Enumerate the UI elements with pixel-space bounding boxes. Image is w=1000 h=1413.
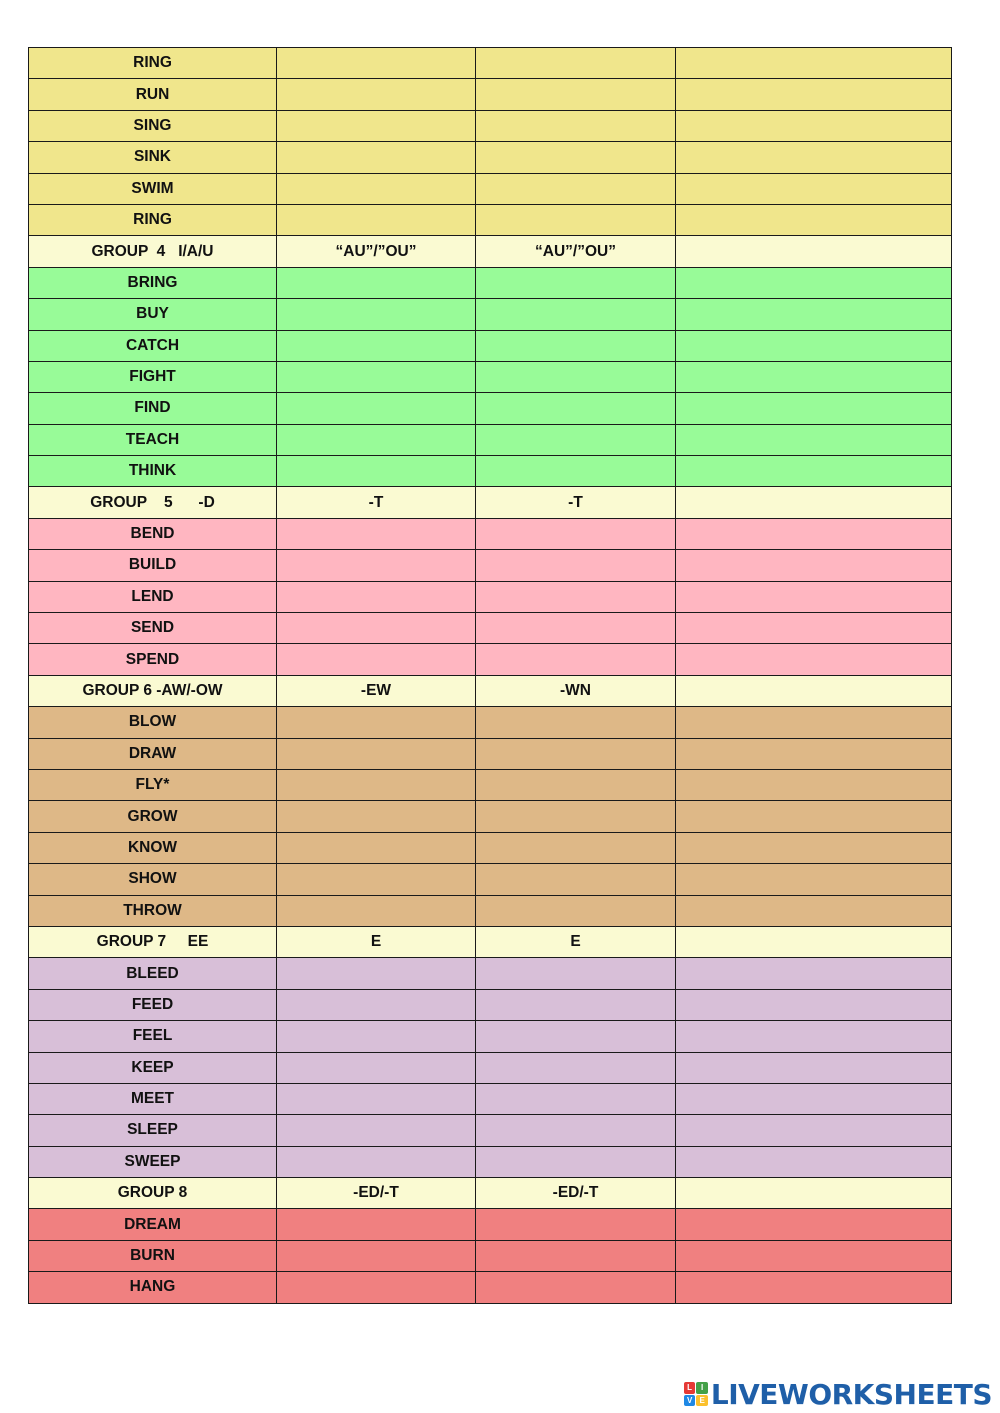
answer-cell[interactable] bbox=[277, 644, 476, 675]
answer-cell[interactable] bbox=[476, 958, 676, 989]
group-label: GROUP 5 -D bbox=[29, 487, 277, 518]
verb-row bbox=[29, 707, 952, 738]
answer-cell[interactable] bbox=[476, 110, 676, 141]
answer-cell[interactable] bbox=[676, 299, 952, 330]
verb-cell: RING bbox=[29, 204, 277, 235]
answer-cell[interactable] bbox=[277, 142, 476, 173]
verb-cell: GROW bbox=[29, 801, 277, 832]
answer-cell[interactable] bbox=[476, 801, 676, 832]
verb-row bbox=[29, 1115, 952, 1146]
answer-cell[interactable] bbox=[676, 1083, 952, 1114]
answer-cell[interactable] bbox=[277, 204, 476, 235]
group-header-row bbox=[29, 236, 952, 267]
answer-cell[interactable] bbox=[476, 424, 676, 455]
answer-cell[interactable] bbox=[676, 1146, 952, 1177]
verb-cell: SEND bbox=[29, 613, 277, 644]
verb-row bbox=[29, 79, 952, 110]
verb-row bbox=[29, 832, 952, 863]
verb-row bbox=[29, 142, 952, 173]
answer-cell[interactable] bbox=[676, 1209, 952, 1240]
answer-cell[interactable] bbox=[277, 79, 476, 110]
answer-cell[interactable] bbox=[476, 769, 676, 800]
verb-cell: MEET bbox=[29, 1083, 277, 1114]
answer-cell[interactable] bbox=[676, 1052, 952, 1083]
group-pattern-cell bbox=[676, 926, 952, 957]
answer-cell[interactable] bbox=[476, 456, 676, 487]
answer-cell[interactable] bbox=[676, 895, 952, 926]
verb-row bbox=[29, 393, 952, 424]
answer-cell[interactable] bbox=[277, 518, 476, 549]
verb-cell: RUN bbox=[29, 79, 277, 110]
answer-cell[interactable] bbox=[476, 550, 676, 581]
verb-row bbox=[29, 1052, 952, 1083]
answer-cell[interactable] bbox=[277, 267, 476, 298]
verb-row bbox=[29, 424, 952, 455]
group-label: GROUP 4 I/A/U bbox=[29, 236, 277, 267]
verb-cell: FLY* bbox=[29, 769, 277, 800]
answer-cell[interactable] bbox=[277, 613, 476, 644]
answer-cell[interactable] bbox=[277, 456, 476, 487]
answer-cell[interactable] bbox=[476, 989, 676, 1020]
verb-row bbox=[29, 1021, 952, 1052]
verb-cell: RING bbox=[29, 48, 277, 79]
group-pattern-cell: -T bbox=[476, 487, 676, 518]
verb-row bbox=[29, 267, 952, 298]
verb-row bbox=[29, 989, 952, 1020]
answer-cell[interactable] bbox=[476, 267, 676, 298]
answer-cell[interactable] bbox=[277, 299, 476, 330]
answer-cell[interactable] bbox=[476, 1240, 676, 1271]
answer-cell[interactable] bbox=[476, 1115, 676, 1146]
verb-cell: HANG bbox=[29, 1272, 277, 1303]
answer-cell[interactable] bbox=[476, 48, 676, 79]
answer-cell[interactable] bbox=[676, 989, 952, 1020]
answer-cell[interactable] bbox=[676, 864, 952, 895]
group-label: GROUP 7 EE bbox=[29, 926, 277, 957]
answer-cell[interactable] bbox=[277, 958, 476, 989]
answer-cell[interactable] bbox=[476, 613, 676, 644]
answer-cell[interactable] bbox=[676, 613, 952, 644]
answer-cell[interactable] bbox=[277, 989, 476, 1020]
liveworksheets-logo-icon bbox=[684, 1382, 708, 1406]
answer-cell[interactable] bbox=[676, 361, 952, 392]
verb-cell: SLEEP bbox=[29, 1115, 277, 1146]
verb-cell: THINK bbox=[29, 456, 277, 487]
verb-cell: CATCH bbox=[29, 330, 277, 361]
answer-cell[interactable] bbox=[476, 832, 676, 863]
verb-row bbox=[29, 1209, 952, 1240]
group-header-row bbox=[29, 926, 952, 957]
answer-cell[interactable] bbox=[277, 707, 476, 738]
group-pattern-cell bbox=[676, 1178, 952, 1209]
verb-cell: SHOW bbox=[29, 864, 277, 895]
group-header-row bbox=[29, 1178, 952, 1209]
group-pattern-cell bbox=[676, 236, 952, 267]
answer-cell[interactable] bbox=[277, 1021, 476, 1052]
verb-row bbox=[29, 581, 952, 612]
answer-cell[interactable] bbox=[676, 581, 952, 612]
verb-row bbox=[29, 456, 952, 487]
answer-cell[interactable] bbox=[277, 1115, 476, 1146]
verb-cell: FIND bbox=[29, 393, 277, 424]
verb-row bbox=[29, 1272, 952, 1303]
answer-cell[interactable] bbox=[476, 299, 676, 330]
answer-cell[interactable] bbox=[476, 738, 676, 769]
verb-row bbox=[29, 518, 952, 549]
verb-cell: BRING bbox=[29, 267, 277, 298]
verb-row bbox=[29, 769, 952, 800]
answer-cell[interactable] bbox=[476, 361, 676, 392]
answer-cell[interactable] bbox=[476, 581, 676, 612]
answer-cell[interactable] bbox=[277, 393, 476, 424]
answer-cell[interactable] bbox=[277, 173, 476, 204]
answer-cell[interactable] bbox=[476, 1052, 676, 1083]
answer-cell[interactable] bbox=[476, 864, 676, 895]
group-pattern-cell: -EW bbox=[277, 675, 476, 706]
answer-cell[interactable] bbox=[676, 769, 952, 800]
answer-cell[interactable] bbox=[476, 393, 676, 424]
verb-cell: TEACH bbox=[29, 424, 277, 455]
verb-cell: SING bbox=[29, 110, 277, 141]
answer-cell[interactable] bbox=[277, 738, 476, 769]
answer-cell[interactable] bbox=[277, 48, 476, 79]
group-label: GROUP 8 bbox=[29, 1178, 277, 1209]
answer-cell[interactable] bbox=[676, 267, 952, 298]
answer-cell[interactable] bbox=[277, 1052, 476, 1083]
answer-cell[interactable] bbox=[476, 1021, 676, 1052]
answer-cell[interactable] bbox=[676, 832, 952, 863]
verb-worksheet-table bbox=[28, 47, 952, 1304]
group-pattern-cell: “AU”/”OU” bbox=[476, 236, 676, 267]
answer-cell[interactable] bbox=[277, 581, 476, 612]
answer-cell[interactable] bbox=[277, 895, 476, 926]
verb-row bbox=[29, 361, 952, 392]
logo-tile: L bbox=[684, 1382, 696, 1394]
answer-cell[interactable] bbox=[676, 550, 952, 581]
answer-cell[interactable] bbox=[676, 518, 952, 549]
answer-cell[interactable] bbox=[277, 330, 476, 361]
group-pattern-cell: -WN bbox=[476, 675, 676, 706]
answer-cell[interactable] bbox=[676, 110, 952, 141]
group-pattern-cell: E bbox=[277, 926, 476, 957]
answer-cell[interactable] bbox=[676, 456, 952, 487]
answer-cell[interactable] bbox=[676, 801, 952, 832]
answer-cell[interactable] bbox=[476, 1083, 676, 1114]
verb-cell: FEED bbox=[29, 989, 277, 1020]
verb-row bbox=[29, 801, 952, 832]
logo-tile: V bbox=[684, 1395, 696, 1407]
verb-cell: SPEND bbox=[29, 644, 277, 675]
answer-cell[interactable] bbox=[676, 424, 952, 455]
verb-cell: BLOW bbox=[29, 707, 277, 738]
verb-cell: BURN bbox=[29, 1240, 277, 1271]
answer-cell[interactable] bbox=[476, 707, 676, 738]
answer-cell[interactable] bbox=[476, 79, 676, 110]
answer-cell[interactable] bbox=[676, 1272, 952, 1303]
verb-row bbox=[29, 738, 952, 769]
answer-cell[interactable] bbox=[476, 644, 676, 675]
answer-cell[interactable] bbox=[476, 1209, 676, 1240]
answer-cell[interactable] bbox=[676, 142, 952, 173]
answer-cell[interactable] bbox=[676, 48, 952, 79]
answer-cell[interactable] bbox=[277, 1146, 476, 1177]
answer-cell[interactable] bbox=[676, 1115, 952, 1146]
answer-cell[interactable] bbox=[676, 1021, 952, 1052]
verb-row bbox=[29, 330, 952, 361]
answer-cell[interactable] bbox=[476, 518, 676, 549]
answer-cell[interactable] bbox=[676, 393, 952, 424]
verb-row bbox=[29, 173, 952, 204]
verb-cell: FEEL bbox=[29, 1021, 277, 1052]
group-pattern-cell: -ED/-T bbox=[476, 1178, 676, 1209]
verb-cell: SINK bbox=[29, 142, 277, 173]
verb-cell: SWEEP bbox=[29, 1146, 277, 1177]
verb-cell: DRAW bbox=[29, 738, 277, 769]
verb-cell: THROW bbox=[29, 895, 277, 926]
verb-cell: LEND bbox=[29, 581, 277, 612]
answer-cell[interactable] bbox=[676, 330, 952, 361]
verb-row bbox=[29, 1240, 952, 1271]
verb-cell: KEEP bbox=[29, 1052, 277, 1083]
answer-cell[interactable] bbox=[476, 173, 676, 204]
answer-cell[interactable] bbox=[676, 958, 952, 989]
verb-row bbox=[29, 48, 952, 79]
verb-cell: DREAM bbox=[29, 1209, 277, 1240]
answer-cell[interactable] bbox=[676, 79, 952, 110]
verb-cell: BEND bbox=[29, 518, 277, 549]
answer-cell[interactable] bbox=[277, 550, 476, 581]
answer-cell[interactable] bbox=[476, 895, 676, 926]
verb-row bbox=[29, 204, 952, 235]
verb-row bbox=[29, 864, 952, 895]
verb-row bbox=[29, 1083, 952, 1114]
answer-cell[interactable] bbox=[277, 361, 476, 392]
verb-row bbox=[29, 895, 952, 926]
verb-cell: BLEED bbox=[29, 958, 277, 989]
group-label: GROUP 6 -AW/-OW bbox=[29, 675, 277, 706]
answer-cell[interactable] bbox=[277, 864, 476, 895]
answer-cell[interactable] bbox=[676, 738, 952, 769]
verb-row bbox=[29, 613, 952, 644]
group-pattern-cell bbox=[676, 675, 952, 706]
group-pattern-cell: E bbox=[476, 926, 676, 957]
logo-tile: E bbox=[696, 1395, 708, 1407]
verb-row bbox=[29, 958, 952, 989]
group-header-row bbox=[29, 675, 952, 706]
logo-tile: I bbox=[696, 1382, 708, 1394]
liveworksheets-brand bbox=[684, 1378, 992, 1410]
answer-cell[interactable] bbox=[476, 330, 676, 361]
group-header-row bbox=[29, 487, 952, 518]
verb-row bbox=[29, 299, 952, 330]
verb-row bbox=[29, 1146, 952, 1177]
group-pattern-cell: -T bbox=[277, 487, 476, 518]
verb-cell: BUILD bbox=[29, 550, 277, 581]
verb-row bbox=[29, 644, 952, 675]
answer-cell[interactable] bbox=[476, 204, 676, 235]
answer-cell[interactable] bbox=[676, 707, 952, 738]
answer-cell[interactable] bbox=[277, 1240, 476, 1271]
verb-cell: FIGHT bbox=[29, 361, 277, 392]
verb-row bbox=[29, 550, 952, 581]
answer-cell[interactable] bbox=[676, 1240, 952, 1271]
answer-cell[interactable] bbox=[277, 801, 476, 832]
answer-cell[interactable] bbox=[476, 1146, 676, 1177]
answer-cell[interactable] bbox=[277, 832, 476, 863]
answer-cell[interactable] bbox=[277, 1083, 476, 1114]
answer-cell[interactable] bbox=[676, 204, 952, 235]
group-pattern-cell bbox=[676, 487, 952, 518]
answer-cell[interactable] bbox=[476, 1272, 676, 1303]
verb-row bbox=[29, 110, 952, 141]
answer-cell[interactable] bbox=[277, 1272, 476, 1303]
answer-cell[interactable] bbox=[277, 1209, 476, 1240]
verb-cell: SWIM bbox=[29, 173, 277, 204]
answer-cell[interactable] bbox=[277, 424, 476, 455]
brand-name: LIVEWORKSHEETS bbox=[710, 1377, 992, 1411]
answer-cell[interactable] bbox=[277, 110, 476, 141]
verb-cell: BUY bbox=[29, 299, 277, 330]
answer-cell[interactable] bbox=[476, 142, 676, 173]
group-pattern-cell: “AU”/”OU” bbox=[277, 236, 476, 267]
answer-cell[interactable] bbox=[277, 769, 476, 800]
verb-cell: KNOW bbox=[29, 832, 277, 863]
group-pattern-cell: -ED/-T bbox=[277, 1178, 476, 1209]
answer-cell[interactable] bbox=[676, 644, 952, 675]
answer-cell[interactable] bbox=[676, 173, 952, 204]
